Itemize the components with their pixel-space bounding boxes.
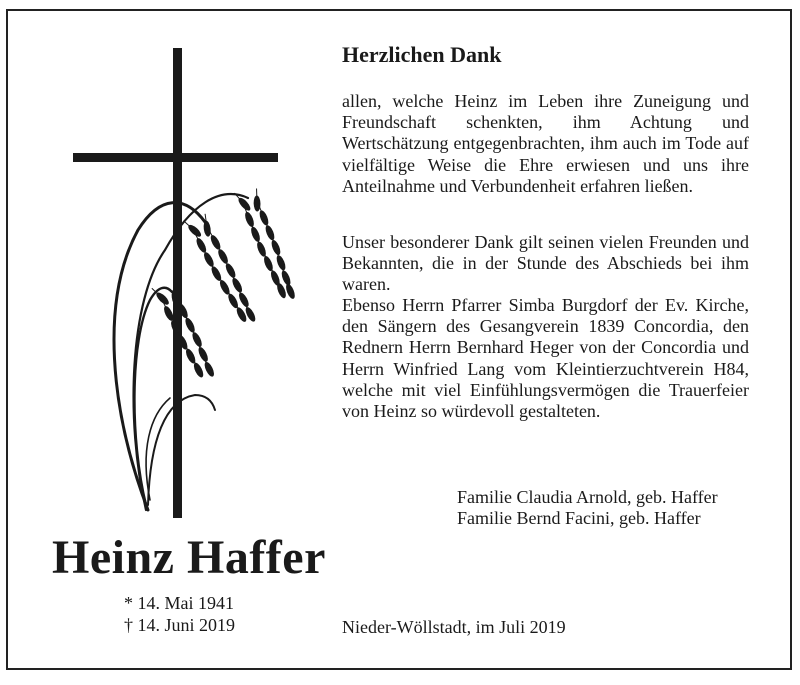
cross-horizontal-beam [73,153,278,162]
thanks-paragraph-1: allen, welche Heinz im Leben ihre Zuneigung und Freundschaft schenkten, ihm Achtung und Wertschätzung entgegenbrachten, ihm auch im Tode auf vielfältige Weise die Ehre erwiesen und uns ihre Anteilnahme und Verbundenheit erfahren ließen. [342,91,749,196]
thanks-paragraph-3: Ebenso Herrn Pfarrer Simba Burgdorf der Ev. Kirche, den Sängern des Gesangverein 1839 Concordia, den Rednern Herrn Bernhard Heger von der Concordia und Herrn Winfried Lang vom Kleintierzuchtverein H84, welche mit viel Einfühlungsvermögen die Trauerfeier von Heinz so würdevoll gestalteten. [342,295,749,422]
signers-block [457,487,718,529]
death-date: † 14. Juni 2019 [124,615,236,635]
wheat-ear-2 [231,182,303,305]
wheat-ear-3 [148,276,221,385]
thanks-paragraph-2: Unser besonderer Dank gilt seinen vielen Freunden und Bekannten, die in der Stunde des Abschieds bei ihm waren. [342,232,749,295]
deceased-name: Heinz Haffer [52,531,326,584]
signer-line: Familie Bernd Facini, geb. Haffer [457,508,701,528]
cross-vertical-beam [173,48,182,518]
birth-date: * 14. Mai 1941 [124,593,234,613]
place-and-date: Nieder-Wöllstadt, im Juli 2019 [342,617,566,637]
signer-line: Familie Claudia Arnold, geb. Haffer [457,487,718,507]
thanks-heading: Herzlichen Dank [342,42,502,67]
life-dates [124,592,235,636]
